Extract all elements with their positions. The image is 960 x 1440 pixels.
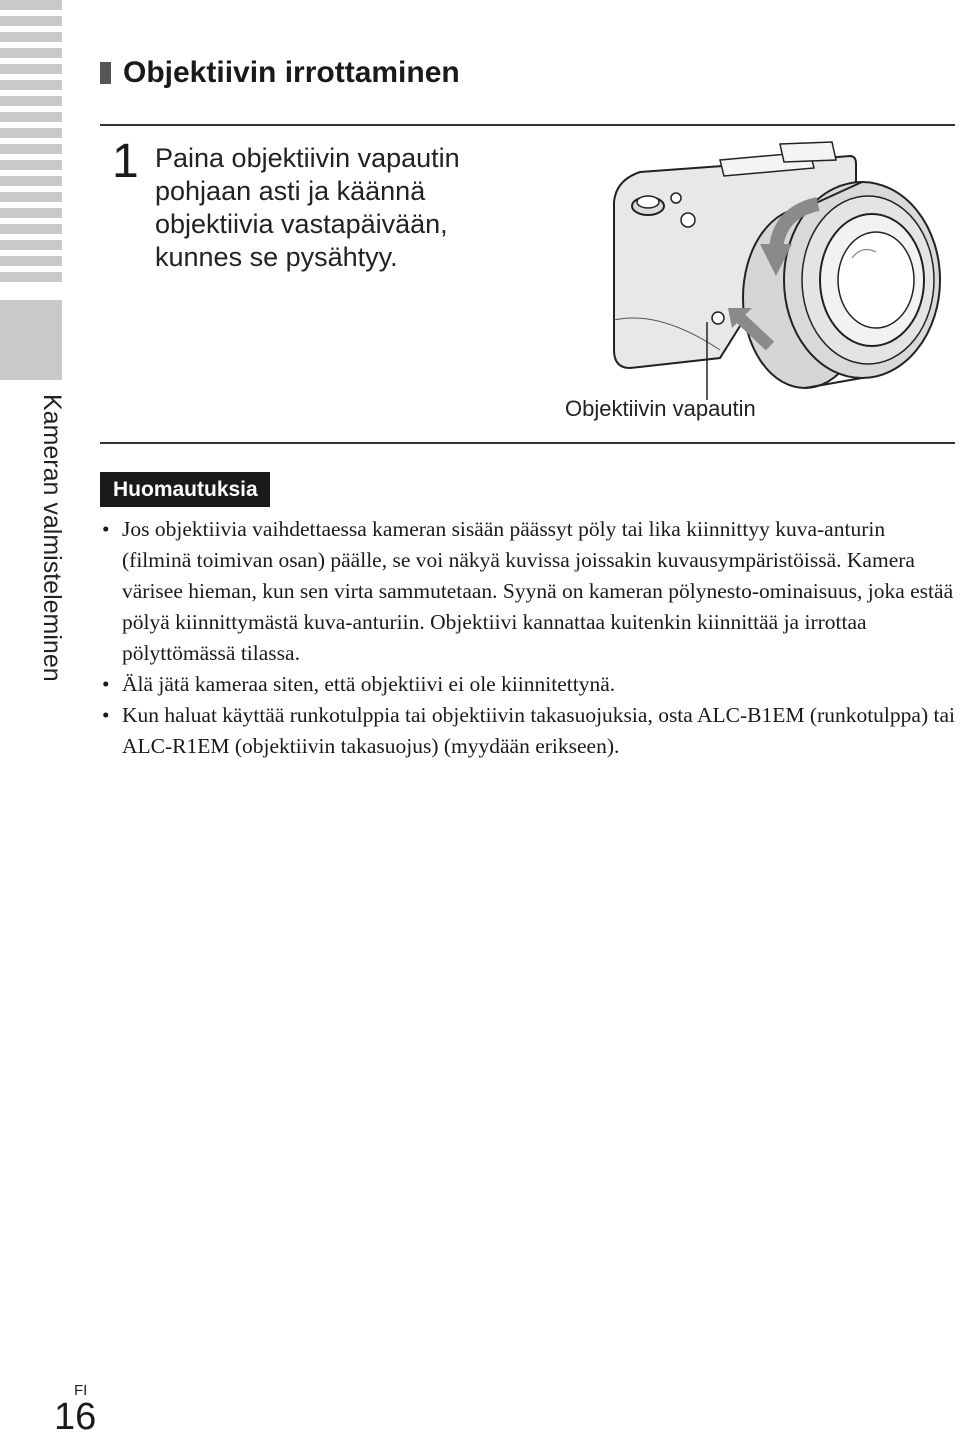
lens-release-callout: Objektiivin vapautin	[565, 396, 756, 421]
step-line: Paina objektiivin vapautin	[155, 143, 460, 173]
step-number: 1	[112, 135, 139, 188]
camera-lens-illustration	[600, 140, 955, 440]
page-number: 16	[54, 1396, 97, 1438]
heading-marker-icon	[100, 62, 111, 84]
page-language: FI	[74, 1382, 88, 1399]
notes-title: Huomautuksia	[100, 472, 270, 507]
bullet-icon: •	[102, 517, 110, 541]
divider	[100, 442, 955, 444]
step-line: objektiivia vastapäivään,	[155, 209, 448, 239]
note-item	[100, 669, 955, 700]
step-line: kunnes se pysähtyy.	[155, 242, 398, 272]
divider	[100, 124, 955, 126]
step-line: pohjaan asti ja käännä	[155, 176, 426, 206]
note-item	[100, 514, 955, 669]
sidebar-tab-block	[0, 300, 62, 380]
sidebar-section-label: Kameran valmisteleminen	[38, 394, 66, 682]
note-text: Älä jätä kameraa siten, että objektiivi ei ole kiinnitettynä.	[122, 672, 616, 696]
note-item	[100, 700, 955, 762]
note-text: Kun haluat käyttää runkotulppia tai objektiivin takasuojuksia, osta ALC-B1EM (runkotulppa) tai ALC-R1EM (objektiivin takasuojus) (myydään erikseen).	[122, 703, 955, 758]
step-instruction	[155, 142, 535, 274]
note-text: Jos objektiivia vaihdettaessa kameran sisään päässyt pöly tai lika kiinnittyy kuva-anturin (filminä toimivan osan) päälle, se voi näkyä kuvissa joissakin kuvausympäristöissä. Kamera värisee hieman, kun sen virta sammutetaan. Syynä on kameran pölynesto-ominaisuus, joka estää pölyä kiinnittymästä kuva-anturiin. Objektiivi kannattaa kuitenkin kiinnittää ja irrottaa pölyttömässä tilassa.	[122, 517, 954, 665]
notes-list	[100, 514, 955, 762]
section-heading	[100, 56, 460, 90]
section-heading-text: Objektiivin irrottaminen	[123, 56, 460, 89]
bullet-icon: •	[102, 672, 110, 696]
sidebar-stripes	[0, 0, 62, 288]
bullet-icon: •	[102, 703, 110, 727]
